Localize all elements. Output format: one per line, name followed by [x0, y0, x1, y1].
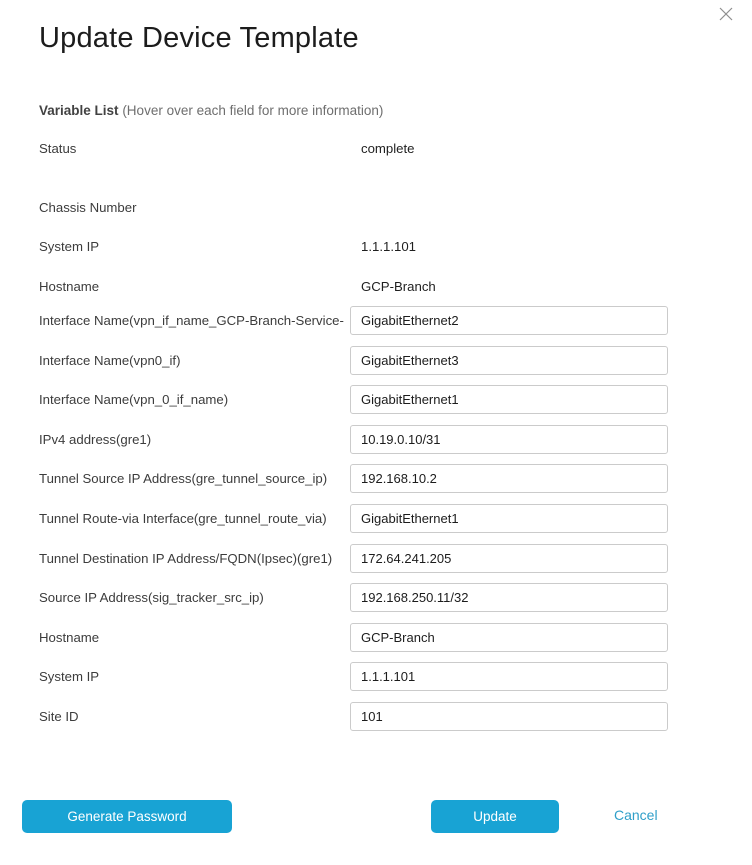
variable-input[interactable]: [350, 346, 668, 375]
variable-input[interactable]: [350, 623, 668, 652]
variable-input[interactable]: [350, 504, 668, 533]
input-variable-row: [0, 504, 752, 533]
input-variable-row: [0, 346, 752, 375]
variable-value: GCP-Branch: [361, 278, 436, 294]
input-variable-row: [0, 385, 752, 414]
close-icon: [717, 5, 735, 23]
variable-input[interactable]: [350, 306, 668, 335]
variable-input[interactable]: [350, 385, 668, 414]
input-variable-row: [0, 544, 752, 573]
input-variable-row: [0, 306, 752, 335]
variable-label: Hostname: [39, 278, 100, 294]
static-variable-row: [0, 227, 752, 267]
variable-label: Source IP Address(sig_tracker_src_ip): [39, 590, 264, 606]
variable-label: Hostname: [39, 629, 100, 645]
input-variable-row: [0, 623, 752, 652]
static-variable-row: [0, 129, 752, 169]
variable-label: Chassis Number: [39, 199, 137, 215]
variable-label: Interface Name(vpn_0_if_name): [39, 392, 229, 408]
variable-label: System IP: [39, 669, 100, 685]
variable-label: Tunnel Source IP Address(gre_tunnel_source_ip): [39, 471, 328, 487]
variable-label: System IP: [39, 239, 100, 255]
variable-list-hint: (Hover over each field for more information): [122, 103, 384, 118]
generate-password-button[interactable]: Generate Password: [22, 800, 232, 833]
variable-input[interactable]: [350, 583, 668, 612]
variable-label: Tunnel Destination IP Address/FQDN(Ipsec)(gre1): [39, 550, 333, 566]
variable-label: Site ID: [39, 708, 79, 724]
variable-list-label: Variable List: [39, 103, 119, 118]
variable-value: 1.1.1.101: [361, 239, 416, 255]
input-variable-row: [0, 425, 752, 454]
variable-label: Tunnel Route-via Interface(gre_tunnel_route_via): [39, 510, 327, 526]
variable-input[interactable]: [350, 662, 668, 691]
variable-label: Interface Name(vpn_if_name_GCP-Branch-Service-: [39, 313, 344, 328]
input-variable-row: [0, 702, 752, 731]
variable-value: complete: [361, 141, 415, 157]
variable-input[interactable]: [350, 425, 668, 454]
page-title: Update Device Template: [39, 22, 359, 54]
variable-label: Status: [39, 141, 77, 157]
variable-list-heading: [39, 103, 752, 119]
update-button[interactable]: Update: [431, 800, 559, 833]
variable-label: Interface Name(vpn0_if): [39, 352, 181, 368]
cancel-button[interactable]: Cancel: [614, 807, 658, 823]
variable-input[interactable]: [350, 702, 668, 731]
variable-rows: [0, 129, 752, 731]
variable-input[interactable]: [350, 544, 668, 573]
input-variable-row: [0, 464, 752, 493]
dialog-footer: [0, 800, 752, 833]
input-variable-row: [0, 583, 752, 612]
variable-label: IPv4 address(gre1): [39, 431, 152, 447]
input-variable-row: [0, 662, 752, 691]
variable-input[interactable]: [350, 464, 668, 493]
static-variable-row: [0, 188, 752, 228]
close-button[interactable]: [717, 5, 735, 23]
static-variable-row: [0, 267, 752, 307]
